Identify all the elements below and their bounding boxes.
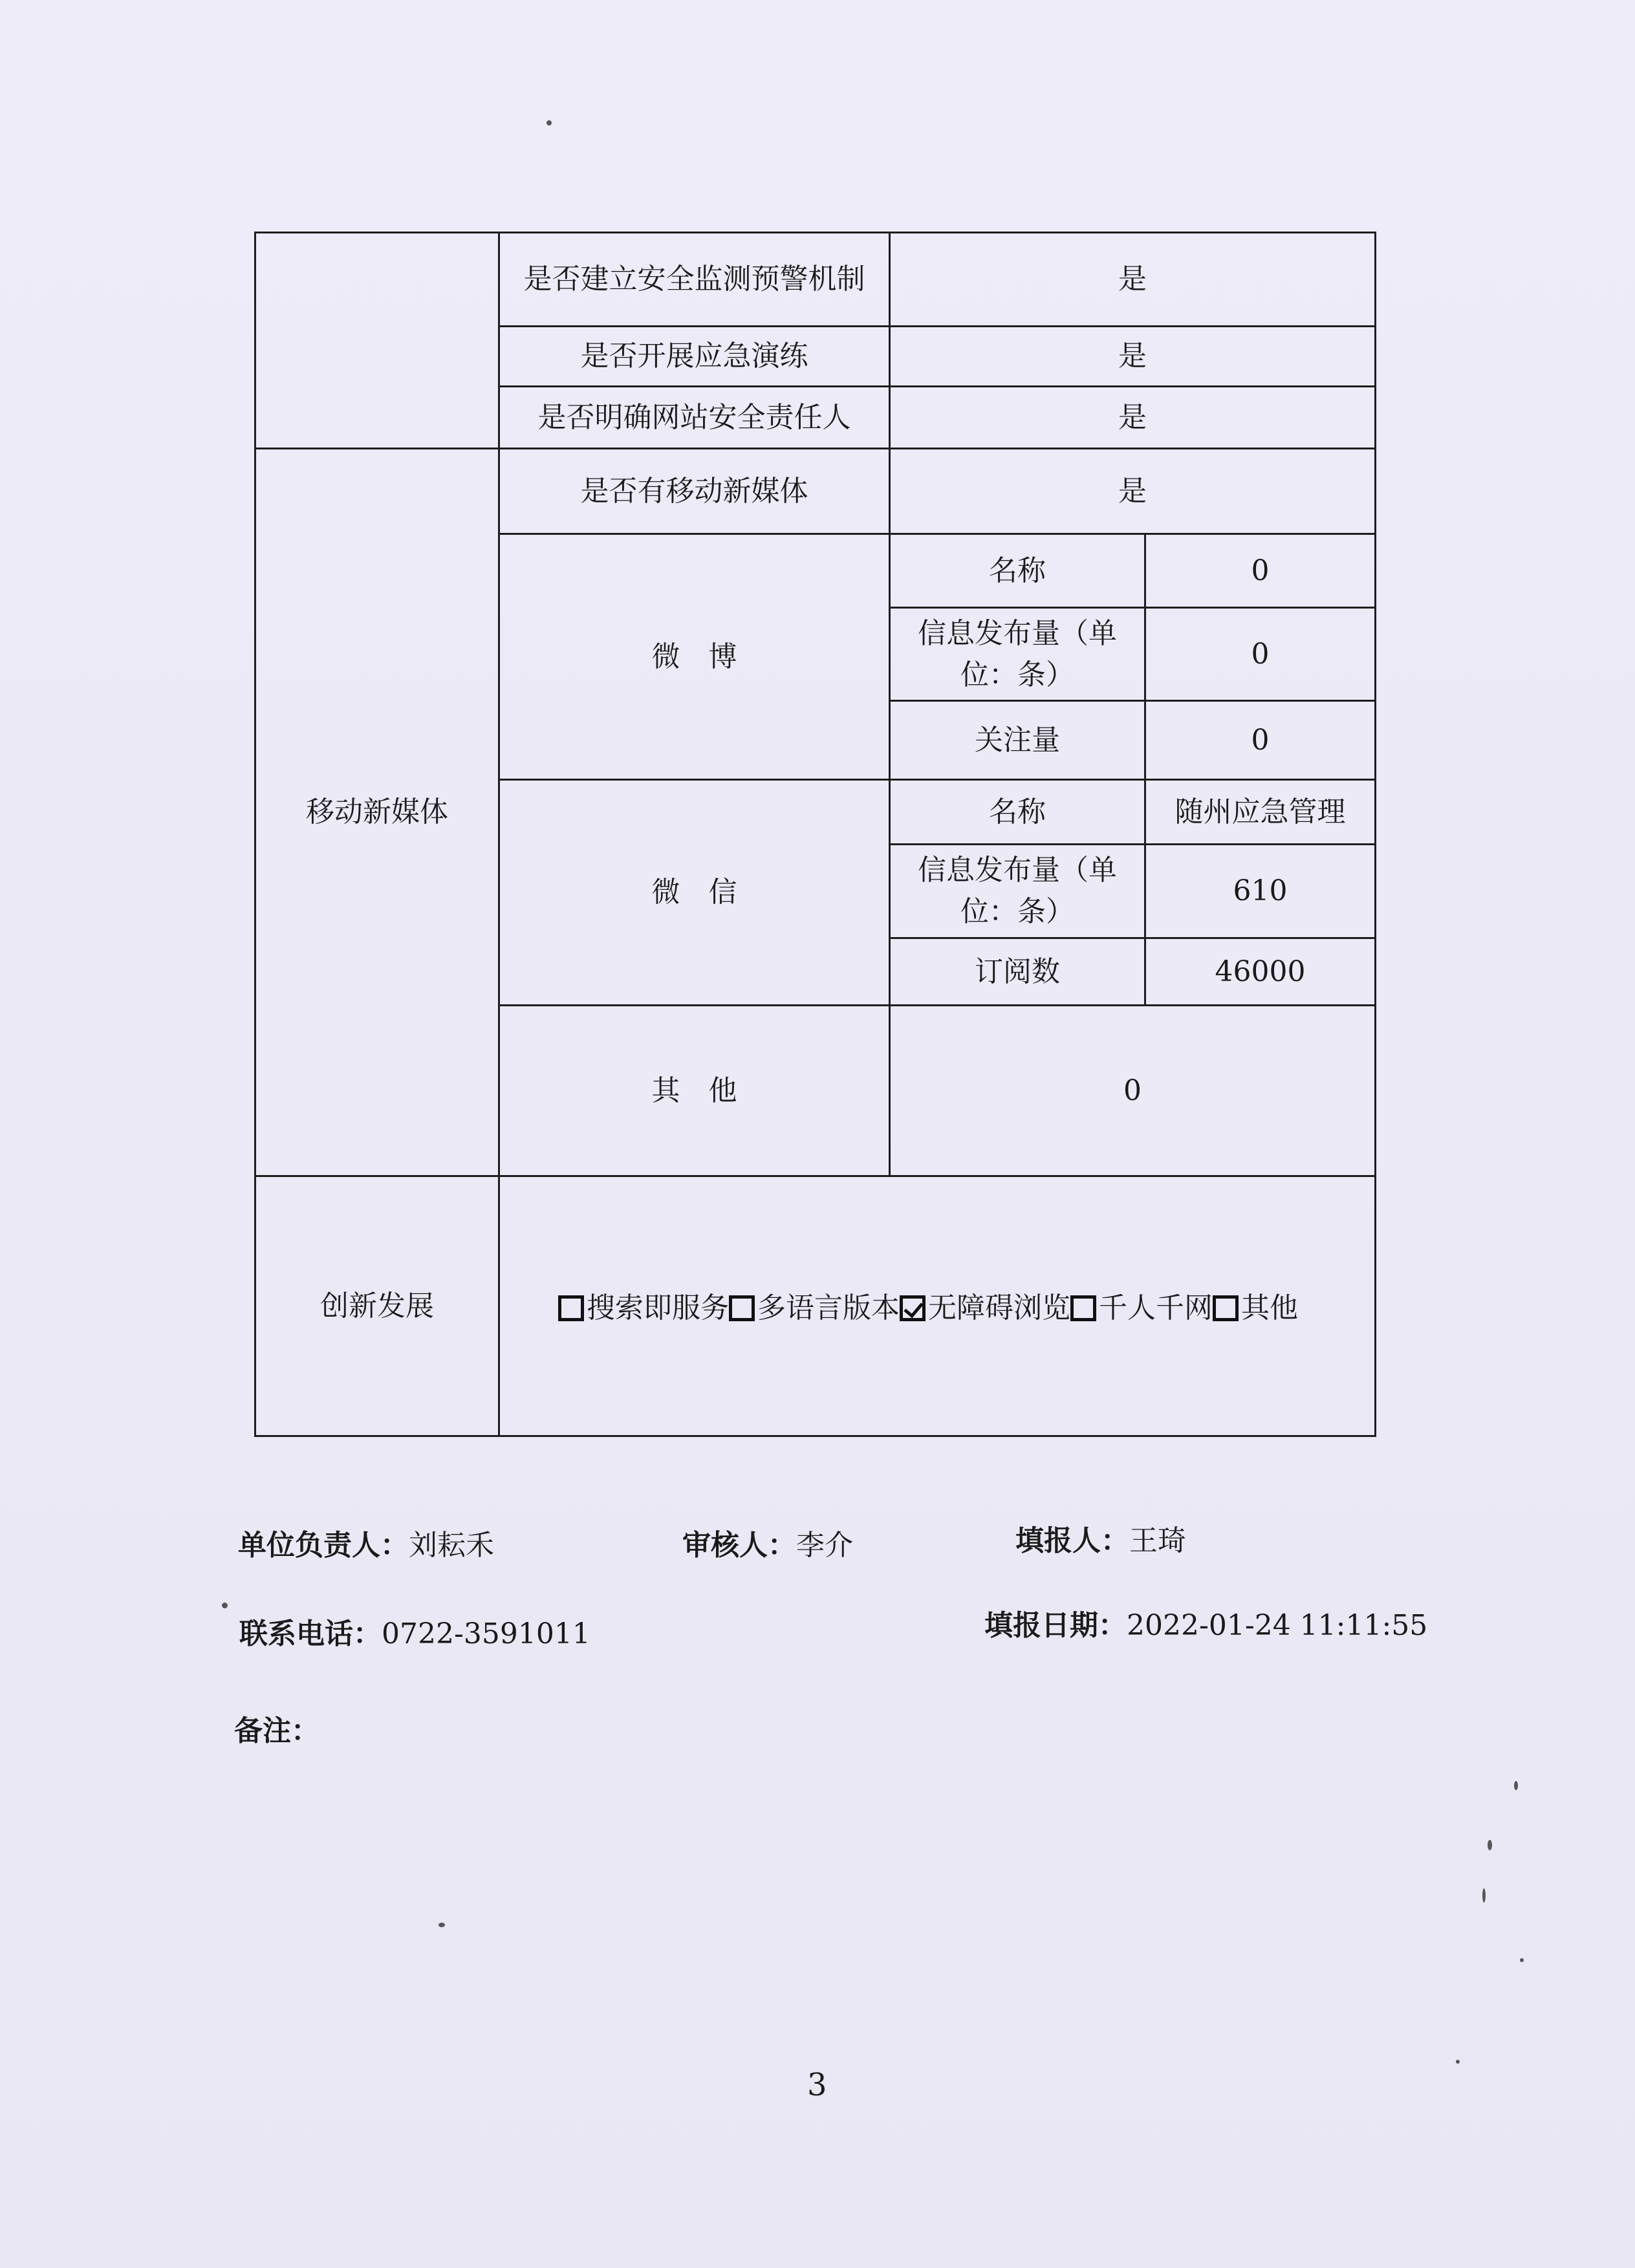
contact-phone-value: 0722-3591011 [382,1617,590,1650]
weibo-follow-value: 0 [1145,701,1376,780]
other-media-label: 其 他 [499,1006,890,1176]
blank-section-cell [255,233,499,449]
wechat-name-label: 名称 [890,780,1145,845]
filler-name: 王琦 [1129,1524,1186,1557]
emergency-drill-value: 是 [890,327,1376,387]
scan-speck [222,1603,228,1608]
innovation-options [499,1176,1376,1436]
scan-speck [547,120,552,125]
reviewer: 审核人：李介 [682,1529,853,1562]
emergency-drill-label: 是否开展应急演练 [499,327,890,387]
has-mobile-media-label: 是否有移动新媒体 [499,449,890,534]
checkbox-icon[interactable] [729,1295,755,1321]
unit-head-name: 刘耘禾 [409,1529,494,1562]
other-media-value: 0 [890,1006,1376,1176]
wechat-posts-label: 信息发布量（单位：条） [890,845,1145,938]
scan-speck [439,1923,445,1927]
weibo-follow-label: 关注量 [890,701,1145,780]
weibo-posts-value: 0 [1145,608,1376,701]
weibo-name-value: 0 [1145,534,1376,608]
checkbox-icon[interactable] [558,1295,584,1321]
unit-head: 单位负责人：刘耘禾 [238,1529,494,1562]
wechat-subs-value: 46000 [1145,938,1376,1006]
security-monitoring-value: 是 [890,233,1376,327]
checkbox-icon[interactable] [1213,1295,1239,1321]
contact-phone: 联系电话：0722-3591011 [239,1617,590,1650]
security-owner-value: 是 [890,387,1376,449]
page-number: 3 [807,2067,827,2103]
innovation-section: 创新发展 [255,1176,499,1436]
fill-date: 填报日期：2022-01-24 11:11:55 [984,1609,1428,1642]
remarks: 备注： [234,1714,319,1747]
has-mobile-media-value: 是 [890,449,1376,534]
innovation-option-multilang[interactable]: 多语言版本 [729,1291,900,1324]
reviewer-name: 李介 [796,1529,853,1562]
scan-speck [1520,1958,1524,1962]
report-table [254,232,1376,1437]
checkbox-checked-icon[interactable] [900,1295,926,1321]
scan-speck [1514,1781,1518,1790]
weibo-posts-label: 信息发布量（单位：条） [890,608,1145,701]
checkbox-icon[interactable] [1070,1295,1096,1321]
security-monitoring-label: 是否建立安全监测预警机制 [499,233,890,327]
scan-speck [1456,2060,1460,2064]
scan-speck [1488,1840,1492,1850]
innovation-option-personalized[interactable]: 千人千网 [1070,1291,1213,1324]
innovation-option-accessibility[interactable]: 无障碍浏览 [900,1291,1070,1324]
weibo-name-label: 名称 [890,534,1145,608]
weibo-label: 微 博 [499,534,890,780]
scan-speck [1482,1888,1486,1903]
fill-date-value: 2022-01-24 11:11:55 [1127,1609,1428,1642]
wechat-name-value: 随州应急管理 [1145,780,1376,845]
innovation-option-other[interactable]: 其他 [1213,1291,1298,1324]
security-owner-label: 是否明确网站安全责任人 [499,387,890,449]
innovation-option-search[interactable]: 搜索即服务 [558,1291,729,1324]
wechat-subs-label: 订阅数 [890,938,1145,1006]
wechat-posts-value: 610 [1145,845,1376,938]
filler: 填报人：王琦 [1015,1524,1186,1557]
wechat-label: 微 信 [499,780,890,1006]
mobile-media-section: 移动新媒体 [255,449,499,1176]
